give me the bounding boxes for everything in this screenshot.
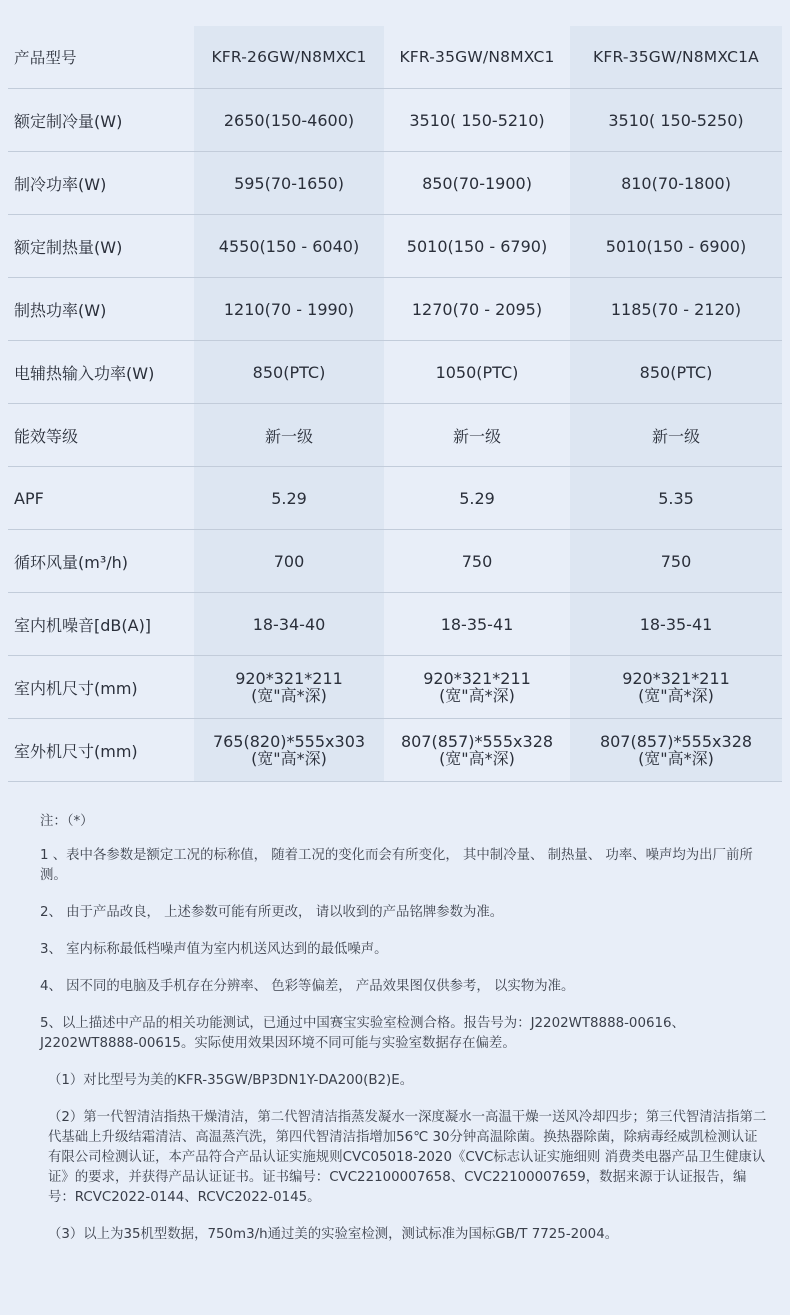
table-row <box>8 152 782 215</box>
size-value: 807(857)*555x328 <box>599 731 753 751</box>
row-value-1: 1210(70 - 1990) <box>194 278 384 341</box>
table-row <box>8 341 782 404</box>
note-2: 2、 由于产品改良， 上述参数可能有所更改， 请以收到的产品铭牌参数为准。 <box>40 905 504 920</box>
table-row-outdoor-size <box>8 719 782 782</box>
row-value-3 <box>570 719 782 782</box>
row-value-3: 18-35-41 <box>570 593 782 656</box>
row-value-1: 850(PTC) <box>194 341 384 404</box>
size-unit-note: (宽"高*深) <box>439 685 515 705</box>
row-label: 循环风量(m³/h) <box>8 530 194 593</box>
row-value-1 <box>194 719 384 782</box>
row-value-3: 750 <box>570 530 782 593</box>
row-label: APF <box>8 467 194 530</box>
row-value-2: 750 <box>384 530 570 593</box>
size-unit-note: (宽"高*深) <box>251 685 327 705</box>
size-value: 920*321*211 <box>235 668 343 688</box>
note-1: 1 、表中各参数是额定工况的标称值， 随着工况的变化而会有所变化， 其中制冷量、 制热量、 功率、噪声均为出厂前所测。 <box>40 848 753 883</box>
row-value-1: 595(70-1650) <box>194 152 384 215</box>
note-5: 5、以上描述中产品的相关功能测试，已通过中国赛宝实验室检测合格。报告号为：J2202WT8888-00616、J2202WT8888-00615。实际使用效果因环境不同可能与实验室数据存在偏差。 <box>40 1016 685 1051</box>
row-value-3 <box>570 656 782 719</box>
notes-heading: 注：（*） <box>40 814 94 829</box>
table-row <box>8 593 782 656</box>
row-value-3: 850(PTC) <box>570 341 782 404</box>
header-model-1: KFR-26GW/N8MXC1 <box>194 26 384 89</box>
size-cell <box>423 670 531 704</box>
row-value-2 <box>384 656 570 719</box>
size-value: 765(820)*555x303 <box>212 731 366 751</box>
row-value-3: 5010(150 - 6900) <box>570 215 782 278</box>
size-value: 807(857)*555x328 <box>400 731 554 751</box>
header-model-3: KFR-35GW/N8MXC1A <box>570 26 782 89</box>
table-row-indoor-size <box>8 656 782 719</box>
size-cell <box>213 733 365 767</box>
size-unit-note: (宽"高*深) <box>439 748 515 768</box>
row-value-1: 5.29 <box>194 467 384 530</box>
row-value-1: 2650(150-4600) <box>194 89 384 152</box>
footnotes <box>40 812 770 1262</box>
row-value-1: 新一级 <box>194 404 384 467</box>
row-label: 额定制冷量(W) <box>8 89 194 152</box>
size-value: 920*321*211 <box>423 668 531 688</box>
size-unit-note: (宽"高*深) <box>638 685 714 705</box>
table-row <box>8 530 782 593</box>
row-label: 额定制热量(W) <box>8 215 194 278</box>
row-label: 制冷功率(W) <box>8 152 194 215</box>
row-value-1: 4550(150 - 6040) <box>194 215 384 278</box>
row-value-3: 810(70-1800) <box>570 152 782 215</box>
note-sub-2: （2）第一代智清洁指热干燥清洁，第二代智清洁指蒸发凝水一深度凝水一高温干燥一送风冷却四步；第三代智清洁指第二代基础上升级结霜清洁、高温蒸汽洗，第四代智清洁指增加56℃ 30分钟高温除菌。换热器除菌，除病毒经威凯检测认证有限公司检测认证，本产品符合产品认证实施规则CVC05018-2020《CVC标志认证实施细则 消费类电器产品卫生健康认证》的要求，并获得产品认证证书。证书编号：CVC22100007658、CVC22100007659，数据来源于认证报告，编号：RCVC2022-0144、RCVC2022-0145。 <box>48 1110 767 1205</box>
row-label: 室外机尺寸(mm) <box>8 719 194 782</box>
row-label: 制热功率(W) <box>8 278 194 341</box>
row-value-1: 18-34-40 <box>194 593 384 656</box>
row-value-2: 5.29 <box>384 467 570 530</box>
table-header-row <box>8 26 782 89</box>
row-value-2: 18-35-41 <box>384 593 570 656</box>
size-cell <box>600 733 752 767</box>
row-value-2: 1270(70 - 2095) <box>384 278 570 341</box>
row-value-2: 3510( 150-5210) <box>384 89 570 152</box>
size-value: 920*321*211 <box>622 668 730 688</box>
row-value-1 <box>194 656 384 719</box>
row-label: 室内机尺寸(mm) <box>8 656 194 719</box>
table-row <box>8 215 782 278</box>
table-row <box>8 278 782 341</box>
row-value-3: 新一级 <box>570 404 782 467</box>
size-unit-note: (宽"高*深) <box>638 748 714 768</box>
row-value-2: 850(70-1900) <box>384 152 570 215</box>
row-value-2 <box>384 719 570 782</box>
row-label: 室内机噪音[dB(A)] <box>8 593 194 656</box>
table-row <box>8 89 782 152</box>
row-label: 电辅热输入功率(W) <box>8 341 194 404</box>
row-value-2: 1050(PTC) <box>384 341 570 404</box>
table-row <box>8 404 782 467</box>
spec-table <box>8 26 782 782</box>
row-value-3: 5.35 <box>570 467 782 530</box>
size-cell <box>235 670 343 704</box>
row-value-3: 1185(70 - 2120) <box>570 278 782 341</box>
row-value-2: 5010(150 - 6790) <box>384 215 570 278</box>
note-sub-3: （3）以上为35机型数据，750m3/h通过美的实验室检测，测试标准为国标GB/T 7725-2004。 <box>48 1227 619 1242</box>
size-cell <box>622 670 730 704</box>
row-value-2: 新一级 <box>384 404 570 467</box>
size-cell <box>401 733 553 767</box>
row-value-3: 3510( 150-5250) <box>570 89 782 152</box>
note-3: 3、 室内标称最低档噪声值为室内机送风达到的最低噪声。 <box>40 942 388 957</box>
row-label: 能效等级 <box>8 404 194 467</box>
header-model-2: KFR-35GW/N8MXC1 <box>384 26 570 89</box>
table-row <box>8 467 782 530</box>
note-4: 4、 因不同的电脑及手机存在分辨率、 色彩等偏差， 产品效果图仅供参考， 以实物为准。 <box>40 979 575 994</box>
row-value-1: 700 <box>194 530 384 593</box>
note-sub-1: （1）对比型号为美的KFR-35GW/BP3DN1Y-DA200(B2)E。 <box>48 1073 414 1088</box>
header-label: 产品型号 <box>8 26 194 89</box>
size-unit-note: (宽"高*深) <box>251 748 327 768</box>
